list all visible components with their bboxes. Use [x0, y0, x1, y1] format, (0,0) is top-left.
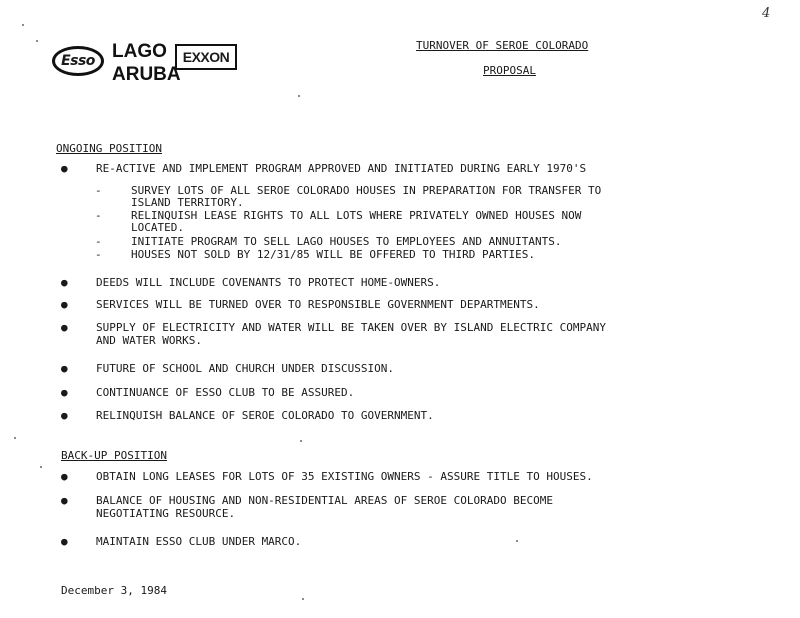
bullet-icon: ●: [61, 162, 68, 175]
document-title: TURNOVER OF SEROE COLORADO: [416, 39, 589, 52]
backup-position-heading: BACK-UP POSITION: [61, 449, 167, 462]
list-item: ● SUPPLY OF ELECTRICITY AND WATER WILL BE TAKEN OVER BY ISLAND ELECTRIC COMPANY AND WATER WORKS.: [61, 321, 606, 347]
scan-speck: [40, 466, 42, 468]
scan-speck: [300, 440, 302, 442]
bullet-icon: ●: [61, 386, 68, 399]
list-item: ● SERVICES WILL BE TURNED OVER TO RESPONSIBLE GOVERNMENT DEPARTMENTS.: [61, 298, 540, 311]
scan-speck: [36, 40, 38, 42]
list-item: ● RE-ACTIVE AND IMPLEMENT PROGRAM APPROVED AND INITIATED DURING EARLY 1970'S: [61, 162, 587, 175]
scan-speck: [22, 24, 24, 26]
bullet-icon: ●: [61, 409, 68, 422]
sub-list-item: - SURVEY LOTS OF ALL SEROE COLORADO HOUSES IN PREPARATION FOR TRANSFER TO ISLAND TERRITORY.: [95, 184, 602, 209]
esso-logo: Esso: [52, 46, 104, 76]
document-date: December 3, 1984: [61, 584, 167, 597]
bullet-icon: ●: [61, 535, 68, 548]
sub-list-item: - INITIATE PROGRAM TO SELL LAGO HOUSES TO EMPLOYEES AND ANNUITANTS.: [95, 235, 562, 248]
scan-speck: [302, 598, 304, 600]
sub-list-item: - RELINQUISH LEASE RIGHTS TO ALL LOTS WHERE PRIVATELY OWNED HOUSES NOW LOCATED.: [95, 209, 582, 234]
sub-list-item: - HOUSES NOT SOLD BY 12/31/85 WILL BE OFFERED TO THIRD PARTIES.: [95, 248, 535, 261]
list-item: ● MAINTAIN ESSO CLUB UNDER MARCO.: [61, 535, 302, 548]
bullet-icon: ●: [61, 494, 68, 507]
scan-speck: [14, 437, 16, 439]
list-item: ● CONTINUANCE OF ESSO CLUB TO BE ASSURED.: [61, 386, 355, 399]
dash-icon: -: [95, 209, 102, 222]
dash-icon: -: [95, 235, 102, 248]
list-item: ● OBTAIN LONG LEASES FOR LOTS OF 35 EXISTING OWNERS - ASSURE TITLE TO HOUSES.: [61, 470, 593, 483]
list-item: ● RELINQUISH BALANCE OF SEROE COLORADO TO GOVERNMENT.: [61, 409, 434, 422]
scan-speck: [298, 95, 300, 97]
page-number: 4: [762, 6, 771, 21]
exxon-logo: EXXON: [175, 44, 237, 70]
lago-aruba-logo: LAGO ARUBA: [112, 41, 181, 85]
bullet-icon: ●: [61, 298, 68, 311]
bullet-icon: ●: [61, 470, 68, 483]
bullet-icon: ●: [61, 321, 68, 334]
list-item: ● BALANCE OF HOUSING AND NON-RESIDENTIAL AREAS OF SEROE COLORADO BECOME NEGOTIATING RESOURCE.: [61, 494, 553, 520]
list-item: ● DEEDS WILL INCLUDE COVENANTS TO PROTECT HOME-OWNERS.: [61, 276, 441, 289]
dash-icon: -: [95, 184, 102, 197]
list-item: ● FUTURE OF SCHOOL AND CHURCH UNDER DISCUSSION.: [61, 362, 395, 375]
document-subtitle: PROPOSAL: [483, 64, 536, 77]
dash-icon: -: [95, 248, 102, 261]
bullet-icon: ●: [61, 276, 68, 289]
scan-speck: [516, 540, 518, 542]
ongoing-position-heading: ONGOING POSITION: [56, 142, 162, 155]
bullet-icon: ●: [61, 362, 68, 375]
